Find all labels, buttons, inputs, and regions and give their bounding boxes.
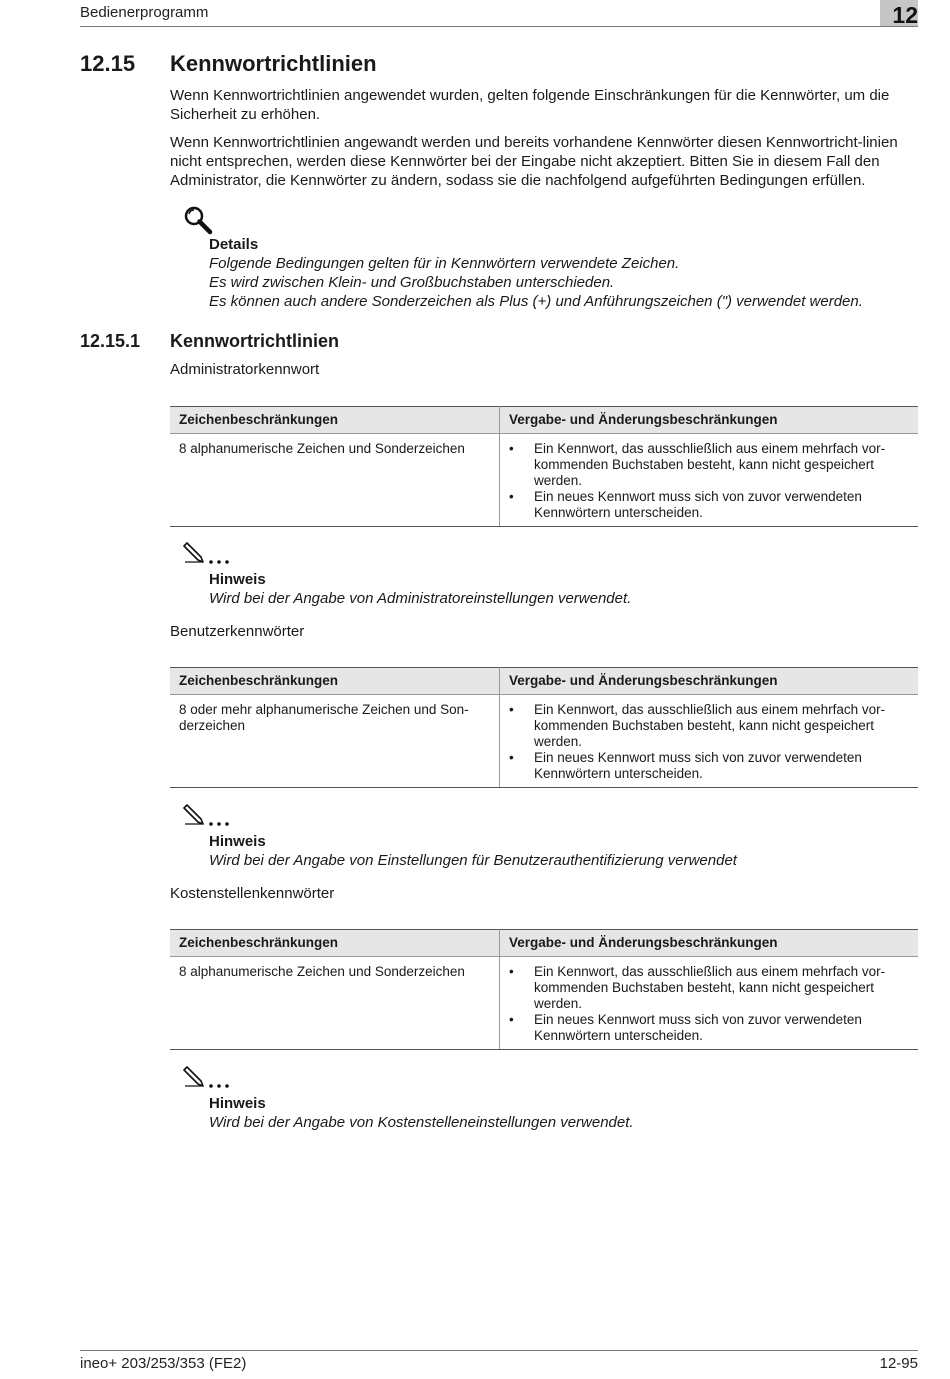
policy-text: Wenn Kennwortrichtlinien angewandt werden und bereits vorhandene Kennwörter diesen Kennwortricht-linien nicht entsprechen, werden diese Kennwörter bei der Eingabe nicht akzeptiert. Bitten Sie in diesem Fall den Administrator, die Kennwörter zu ändern, sodass sie die nachfolgend aufgeführten Bedingungen erfüllen. — [170, 134, 898, 189]
page-footer — [80, 1350, 918, 1372]
page-header — [80, 0, 918, 27]
column-header: Vergabe- und Änderungsbeschränkungen — [500, 930, 919, 957]
column-header: Zeichenbeschränkungen — [170, 930, 500, 957]
pencil-dots-icon — [183, 802, 235, 832]
group-subhead: Benutzerkennwörter — [170, 623, 305, 640]
list-item: • Ein Kennwort, das ausschließlich aus einem mehrfach vor-kommenden Buchstaben besteht, kann nicht gespeichert werden. — [509, 702, 886, 749]
section-title: Kennwortrichtlinien — [170, 51, 377, 76]
password-rules-table — [170, 667, 918, 788]
section-number: 12.15 — [80, 51, 136, 76]
password-rules-table — [170, 406, 918, 527]
list-item: • Ein neues Kennwort muss sich von zuvor verwendeten Kennwörtern unterscheiden. — [509, 1012, 862, 1043]
hint-note — [183, 802, 923, 870]
character-rule-cell: 8 alphanumerische Zeichen und Sonderzeichen — [170, 434, 500, 527]
hint-text: Wird bei der Angabe von Kostenstelleneinstellungen verwendet. — [209, 1114, 634, 1131]
subsection-title: Kennwortrichtlinien — [170, 331, 340, 351]
hint-label: Hinweis — [209, 833, 266, 850]
character-rule-cell: 8 alphanumerische Zeichen und Sonderzeichen — [170, 957, 500, 1050]
column-header: Zeichenbeschränkungen — [170, 668, 500, 695]
change-rule-cell — [500, 695, 919, 788]
subsection-number: 12.15.1 — [80, 331, 141, 351]
magnifier-icon — [183, 205, 213, 235]
header-title: Bedienerprogramm — [80, 4, 209, 21]
hint-label: Hinweis — [209, 1095, 266, 1112]
details-label: Details — [209, 236, 259, 253]
list-item: • Ein Kennwort, das ausschließlich aus einem mehrfach vor-kommenden Buchstaben besteht, kann nicht gespeichert werden. — [509, 964, 886, 1011]
hint-note — [183, 1064, 923, 1132]
change-rule-cell — [500, 434, 919, 527]
product-name: ineo+ 203/253/353 (FE2) — [80, 1355, 247, 1372]
table-row — [170, 695, 918, 788]
list-item: • Ein neues Kennwort muss sich von zuvor verwendeten Kennwörtern unterscheiden. — [509, 750, 862, 781]
policy-paragraph — [170, 133, 920, 190]
group-subhead: Kostenstellenkennwörter — [170, 885, 335, 902]
details-line: Folgende Bedingungen gelten für in Kennwörtern verwendete Zeichen. — [209, 255, 680, 272]
page-number: 12-95 — [879, 1355, 918, 1372]
character-rule-cell: 8 oder mehr alphanumerische Zeichen und Son-derzeichen — [170, 695, 500, 788]
details-line: Es können auch andere Sonderzeichen als Plus (+) und Anführungszeichen (") verwendet werden. — [209, 293, 863, 310]
pencil-dots-icon — [183, 1064, 235, 1094]
subsection-heading — [80, 331, 339, 352]
table-row — [170, 434, 918, 527]
section-heading — [80, 51, 377, 77]
hint-text: Wird bei der Angabe von Administratoreinstellungen verwendet. — [209, 590, 632, 607]
details-line: Es wird zwischen Klein- und Großbuchstaben unterschieden. — [209, 274, 615, 291]
hint-label: Hinweis — [209, 571, 266, 588]
details-note — [183, 205, 923, 311]
group-subhead: Administratorkennwort — [170, 361, 320, 378]
hint-text: Wird bei der Angabe von Einstellungen für Benutzerauthentifizierung verwendet — [209, 852, 737, 869]
password-rules-table — [170, 929, 918, 1050]
chapter-number: 12 — [880, 0, 918, 26]
column-header: Vergabe- und Änderungsbeschränkungen — [500, 407, 919, 434]
hint-note — [183, 540, 923, 608]
list-item: • Ein Kennwort, das ausschließlich aus einem mehrfach vor-kommenden Buchstaben besteht, kann nicht gespeichert werden. — [509, 441, 886, 488]
column-header: Vergabe- und Änderungsbeschränkungen — [500, 668, 919, 695]
intro-paragraph — [170, 86, 920, 124]
intro-text: Wenn Kennwortrichtlinien angewendet wurden, gelten folgende Einschränkungen für die Kennwörter, um die Sicherheit zu erhöhen. — [170, 87, 890, 123]
column-header: Zeichenbeschränkungen — [170, 407, 500, 434]
table-row — [170, 957, 918, 1050]
pencil-dots-icon — [183, 540, 235, 570]
change-rule-cell — [500, 957, 919, 1050]
list-item: • Ein neues Kennwort muss sich von zuvor verwendeten Kennwörtern unterscheiden. — [509, 489, 862, 520]
